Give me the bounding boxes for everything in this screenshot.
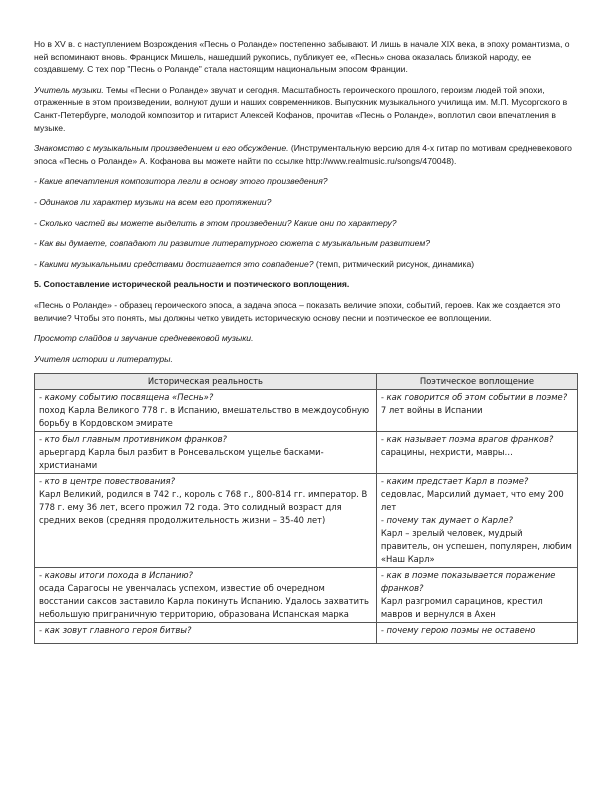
comparison-table	[34, 373, 578, 644]
historical-question: - каковы итоги похода в Испанию?	[39, 570, 193, 581]
historical-cell	[35, 432, 377, 474]
poetic-question: - почему герою поэмы не оставено	[380, 625, 536, 636]
historical-question: - как зовут главного героя битвы?	[39, 625, 192, 636]
header-historical: Историческая реальность	[35, 374, 377, 390]
historical-question: - кто был главным противником франков?	[39, 434, 227, 445]
poetic-cell	[376, 432, 577, 474]
poetic-question: - как называет поэма врагов франков?	[380, 434, 554, 445]
poetic-question: - как говорится об этом событии в поэме?	[380, 392, 568, 403]
historical-question: - кто в центре повествования?	[39, 476, 176, 487]
historical-answer: арьергард Карла был разбит в Ронсевальском ущелье басками-христианами	[39, 447, 324, 471]
historical-question: - какому событию посвящена «Песнь»?	[39, 392, 214, 403]
poetic-cell	[376, 568, 577, 623]
poetic-question: - как в поэме показывается поражение франков?	[380, 570, 556, 594]
historical-cell	[35, 390, 377, 432]
slides-note: Просмотр слайдов и звучание средневековой музыки.	[34, 333, 254, 344]
acquaintance-label: Знакомство с музыкальным произведением и его обсуждение.	[34, 143, 289, 154]
table-row	[35, 568, 578, 623]
question-4: - Как вы думаете, совпадают ли развитие литературного сюжета с музыкальным развитием?	[34, 238, 431, 249]
question-5	[34, 258, 578, 271]
historical-cell	[35, 474, 377, 568]
poetic-answer: сарацины, нехристи, мавры…	[380, 447, 513, 458]
epic-paragraph: «Песнь о Роланде» - образец героического эпоса, а задача эпоса – показать величие эпохи, событий, героев. Как же создается это величие? Чтобы это понять, мы должны четко увидеть историческую основу песни и поэтическое ее воплощении.	[34, 299, 561, 323]
poetic-cell	[376, 390, 577, 432]
historical-cell	[35, 568, 377, 623]
music-teacher-text: Темы «Песни о Роланде» звучат и сегодня. Масштабность героического прошлого, героизм людей той эпохи, отраженные в этом произведении, волнуют души и наших современников. Выпускник музыкального училища им. М.П. Мусоргского в Санкт-Петербурге, молодой композитор и гитарист Алексей Кофанов, прочитав «Песнь о Роланде», воплотил свои впечатления в музыке.	[34, 84, 568, 133]
historical-answer: поход Карла Великого 778 г. в Испанию, вмешательство в междоусобную борьбу в Кордовском эмирате	[39, 405, 370, 429]
document-page	[34, 38, 578, 644]
acquaintance-paragraph	[34, 142, 578, 167]
teachers-note: Учителя истории и литературы.	[34, 353, 173, 364]
section-heading: 5. Сопоставление исторической реальности и поэтического воплощения.	[34, 279, 350, 290]
question-5-answer: (темп, ритмический рисунок, динамика)	[313, 258, 475, 269]
question-3: - Сколько частей вы можете выделить в этом произведении? Какие они по характеру?	[34, 217, 397, 228]
table-row	[35, 432, 578, 474]
poetic-answer: седовлас, Марсилий думает, что ему 200 лет	[380, 489, 564, 513]
historical-cell	[35, 623, 377, 644]
music-teacher-paragraph	[34, 84, 578, 134]
poetic-question-2: - почему так думает о Карле?	[380, 515, 513, 526]
table-row	[35, 390, 578, 432]
poetic-question: - каким предстает Карл в поэме?	[380, 476, 529, 487]
poetic-answer: 7 лет войны в Испании	[380, 405, 483, 416]
table-row	[35, 474, 578, 568]
table-header-row	[35, 374, 578, 390]
poetic-answer: Карл разгромил сарацинов, крестил мавров и вернулся в Ахен	[380, 596, 543, 620]
question-1: - Какие впечатления композитора легли в основу этого произведения?	[34, 176, 328, 187]
poetic-cell	[376, 474, 577, 568]
header-poetic: Поэтическое воплощение	[376, 374, 577, 390]
table-row	[35, 623, 578, 644]
historical-answer: осада Сарагосы не увенчалась успехом, известие об очередном восстании саксов заставило Карла покинуть Испанию. Удалось захватить небольшую приграничную территорию, образована Испанская марка	[39, 583, 369, 620]
intro-paragraph: Но в XV в. с наступлением Возрождения «Песнь о Роланде» постепенно забывают. И лишь в начале XIX века, в эпоху романтизма, о ней вспоминают вновь. Франциск Мишель, нашедший рукопись, публикует ее, «Песнь» снова оказалась близкой народу, ее создавшему. С тех пор "Песнь о Роланде" стала настоящим национальным эпосом Франции.	[34, 39, 570, 75]
poetic-cell	[376, 623, 577, 644]
music-teacher-label: Учитель музыки.	[34, 84, 104, 95]
acquaintance-text: (Инструментальную версию для 4-х гитар по мотивам средневекового эпоса «Песнь о Роланде» А. Кофанова вы можете найти по ссылке http://www.realmusic.ru/songs/470048).	[34, 143, 572, 166]
poetic-answer-2: Карл – зрелый человек, мудрый правитель, он успешен, популярен, любим «Наш Карл»	[380, 528, 572, 565]
question-2: - Одинаков ли характер музыки на всем его протяжении?	[34, 196, 272, 207]
historical-answer: Карл Великий, родился в 742 г., король с 768 г., 800-814 гг. император. В 778 г. ему 36 лет, всего прожил 72 года. Это солидный возраст для средних веков (средняя продолжительность жизни – 35-40 лет)	[39, 489, 368, 526]
question-5-label: - Какими музыкальными средствами достигается это совпадение?	[34, 258, 314, 269]
